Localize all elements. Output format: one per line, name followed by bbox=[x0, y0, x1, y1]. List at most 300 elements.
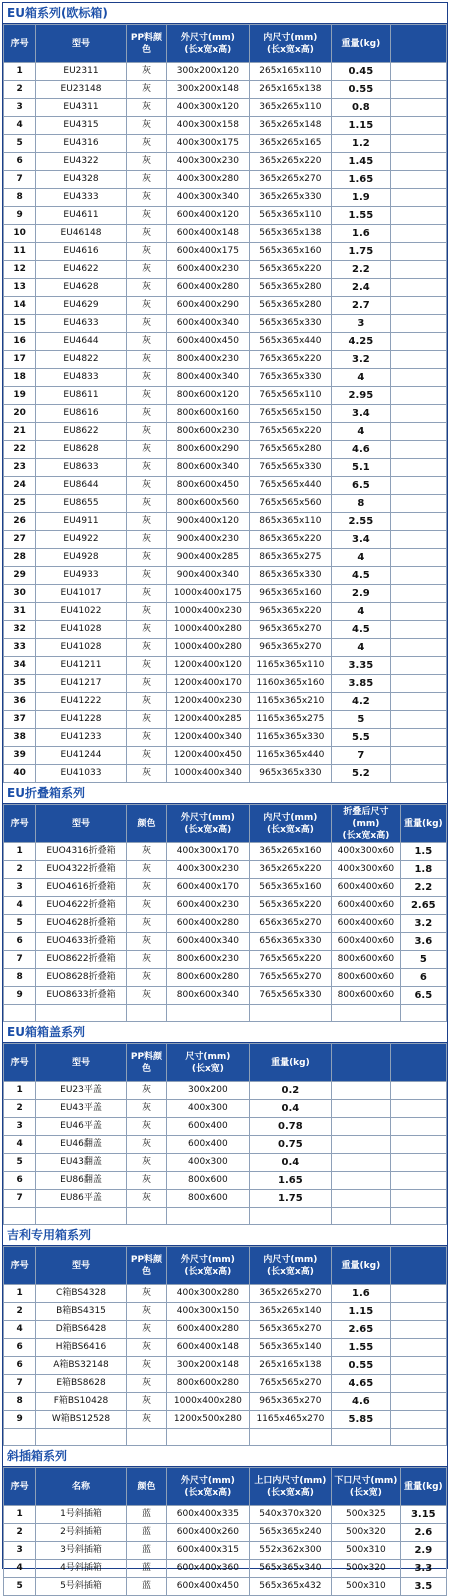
table-cell bbox=[400, 1005, 446, 1022]
table-cell bbox=[332, 1208, 390, 1225]
table-row bbox=[4, 261, 447, 279]
table-cell: 6 bbox=[4, 153, 36, 171]
table-cell bbox=[390, 1321, 446, 1339]
table-cell: 15 bbox=[4, 315, 36, 333]
table-cell: 600x400x335 bbox=[167, 1506, 250, 1524]
table-cell bbox=[390, 711, 446, 729]
table-cell: EU4822 bbox=[36, 351, 127, 369]
table-cell bbox=[390, 603, 446, 621]
table-cell: 30 bbox=[4, 585, 36, 603]
table-cell: 3 bbox=[4, 99, 36, 117]
table-cell: 27 bbox=[4, 531, 36, 549]
table-row bbox=[4, 1506, 447, 1524]
table-cell: 1.65 bbox=[249, 1172, 332, 1190]
table-cell bbox=[390, 387, 446, 405]
table-cell: 1200x400x340 bbox=[167, 729, 250, 747]
table-cell: 1 bbox=[4, 843, 36, 861]
table-cell: 3.5 bbox=[400, 1578, 446, 1596]
table-cell bbox=[390, 243, 446, 261]
table-cell: 2.2 bbox=[332, 261, 390, 279]
table-cell: 1200x500x280 bbox=[167, 1411, 250, 1429]
table-cell: EU46平盖 bbox=[36, 1118, 127, 1136]
empty-row bbox=[4, 1005, 447, 1022]
table-cell: 蓝 bbox=[126, 1542, 166, 1560]
table-cell: 2 bbox=[4, 1524, 36, 1542]
table-row bbox=[4, 1136, 447, 1154]
table-cell: 1165x365x275 bbox=[249, 711, 332, 729]
table-cell: 300x200x148 bbox=[167, 1357, 250, 1375]
table-cell: 灰 bbox=[126, 225, 166, 243]
table-cell: 38 bbox=[4, 729, 36, 747]
table-cell: 600x400x60 bbox=[332, 897, 400, 915]
table-cell: 500x310 bbox=[332, 1578, 400, 1596]
table-cell: 1000x400x280 bbox=[167, 639, 250, 657]
table-cell: 800x600x340 bbox=[167, 987, 250, 1005]
table-cell: 灰 bbox=[126, 1082, 166, 1100]
table-cell: EU4328 bbox=[36, 171, 127, 189]
table-cell: 2.65 bbox=[400, 897, 446, 915]
table-cell: 灰 bbox=[126, 603, 166, 621]
table-cell: 14 bbox=[4, 297, 36, 315]
table-cell: 4号斜插箱 bbox=[36, 1560, 127, 1578]
table-cell: 0.55 bbox=[332, 81, 390, 99]
table-cell bbox=[332, 1118, 390, 1136]
table-cell: 蓝 bbox=[126, 1578, 166, 1596]
table-cell: 5 bbox=[400, 951, 446, 969]
table-cell: 灰 bbox=[126, 477, 166, 495]
table-cell: EUO4322折叠箱 bbox=[36, 861, 127, 879]
table-cell: 800x400x230 bbox=[167, 351, 250, 369]
column-header: PP料颜色 bbox=[126, 1247, 166, 1285]
table-row bbox=[4, 657, 447, 675]
table-cell: 灰 bbox=[126, 1136, 166, 1154]
table-cell: 9 bbox=[4, 987, 36, 1005]
section-title: EU箱系列(欧标箱) bbox=[3, 3, 447, 24]
table-cell: 565x365x240 bbox=[249, 1524, 332, 1542]
table-cell: 7 bbox=[4, 1375, 36, 1393]
table-cell: 800x600x230 bbox=[167, 951, 250, 969]
table-cell: 31 bbox=[4, 603, 36, 621]
table-cell: EU4322 bbox=[36, 153, 127, 171]
table-cell bbox=[332, 1190, 390, 1208]
spec-table bbox=[3, 1246, 447, 1446]
table-cell: F箱BS10428 bbox=[36, 1393, 127, 1411]
table-cell: 5 bbox=[4, 1154, 36, 1172]
table-cell bbox=[390, 189, 446, 207]
table-cell: 6.5 bbox=[400, 987, 446, 1005]
table-cell: 1200x400x120 bbox=[167, 657, 250, 675]
table-cell: 灰 bbox=[126, 987, 166, 1005]
table-cell: 灰 bbox=[126, 171, 166, 189]
table-cell: 21 bbox=[4, 423, 36, 441]
table-cell: 33 bbox=[4, 639, 36, 657]
table-cell: 灰 bbox=[126, 879, 166, 897]
table-cell: EU8616 bbox=[36, 405, 127, 423]
table-cell: 32 bbox=[4, 621, 36, 639]
table-cell: 3.3 bbox=[400, 1560, 446, 1578]
table-cell: 12 bbox=[4, 261, 36, 279]
table-cell: 600x400x360 bbox=[167, 1560, 250, 1578]
table-cell: EU41033 bbox=[36, 765, 127, 783]
table-cell: 800x600x290 bbox=[167, 441, 250, 459]
table-cell bbox=[332, 1172, 390, 1190]
table-cell: 300x200x120 bbox=[167, 63, 250, 81]
table-cell: 灰 bbox=[126, 1118, 166, 1136]
table-cell: 400x300x230 bbox=[167, 861, 250, 879]
table-row bbox=[4, 933, 447, 951]
table-cell: 300x200x148 bbox=[167, 81, 250, 99]
table-cell: 1 bbox=[4, 1082, 36, 1100]
table-cell: 4 bbox=[332, 639, 390, 657]
table-cell: 1.75 bbox=[249, 1190, 332, 1208]
table-cell: 865x365x110 bbox=[249, 513, 332, 531]
table-cell: 灰 bbox=[126, 207, 166, 225]
table-cell: 灰 bbox=[126, 765, 166, 783]
table-cell: 6 bbox=[4, 1357, 36, 1375]
table-cell bbox=[167, 1005, 250, 1022]
table-cell bbox=[390, 81, 446, 99]
table-cell: 灰 bbox=[126, 387, 166, 405]
table-cell: 365x265x165 bbox=[249, 135, 332, 153]
table-cell: 3 bbox=[332, 315, 390, 333]
table-row bbox=[4, 729, 447, 747]
table-cell: 蓝 bbox=[126, 1560, 166, 1578]
table-row bbox=[4, 225, 447, 243]
table-cell: EU4311 bbox=[36, 99, 127, 117]
table-cell: EU41244 bbox=[36, 747, 127, 765]
table-cell: 765x365x330 bbox=[249, 369, 332, 387]
table-cell: EU43翻盖 bbox=[36, 1154, 127, 1172]
table-row bbox=[4, 99, 447, 117]
table-cell bbox=[390, 657, 446, 675]
table-cell bbox=[390, 1190, 446, 1208]
table-cell: W箱BS12528 bbox=[36, 1411, 127, 1429]
table-row bbox=[4, 423, 447, 441]
section-title: EU箱箱盖系列 bbox=[3, 1022, 447, 1043]
table-cell: 灰 bbox=[126, 1393, 166, 1411]
table-cell: 765x565x220 bbox=[249, 423, 332, 441]
table-row bbox=[4, 639, 447, 657]
table-cell: EUO4616折叠箱 bbox=[36, 879, 127, 897]
table-cell bbox=[332, 1429, 390, 1446]
table-cell bbox=[4, 1208, 36, 1225]
column-header: 外尺寸(mm) (长x宽x高) bbox=[167, 1468, 250, 1506]
table-cell: 0.75 bbox=[249, 1136, 332, 1154]
table-row bbox=[4, 711, 447, 729]
table-cell: EU4629 bbox=[36, 297, 127, 315]
table-cell: 0.45 bbox=[332, 63, 390, 81]
table-cell: 565x365x330 bbox=[249, 315, 332, 333]
table-cell: D箱BS6428 bbox=[36, 1321, 127, 1339]
table-cell: 2 bbox=[4, 861, 36, 879]
table-cell: 8 bbox=[332, 495, 390, 513]
table-cell: 800x600x120 bbox=[167, 387, 250, 405]
table-cell: 灰 bbox=[126, 585, 166, 603]
table-cell: 2.4 bbox=[332, 279, 390, 297]
table-cell: 蓝 bbox=[126, 1506, 166, 1524]
table-cell: 965x365x160 bbox=[249, 585, 332, 603]
table-cell: 3.2 bbox=[400, 915, 446, 933]
table-cell: 2.6 bbox=[400, 1524, 446, 1542]
table-cell: 11 bbox=[4, 243, 36, 261]
table-cell: EUO8622折叠箱 bbox=[36, 951, 127, 969]
table-row bbox=[4, 585, 447, 603]
table-cell: 500x320 bbox=[332, 1524, 400, 1542]
table-cell: 6 bbox=[4, 1172, 36, 1190]
table-cell: 565x365x280 bbox=[249, 279, 332, 297]
table-cell: 1000x400x280 bbox=[167, 1393, 250, 1411]
table-row bbox=[4, 1190, 447, 1208]
table-cell: 灰 bbox=[126, 459, 166, 477]
table-cell bbox=[390, 1285, 446, 1303]
table-cell: 1.45 bbox=[332, 153, 390, 171]
table-cell: 1200x400x230 bbox=[167, 693, 250, 711]
table-cell: 4 bbox=[4, 1136, 36, 1154]
table-row bbox=[4, 135, 447, 153]
table-cell: 2号斜插箱 bbox=[36, 1524, 127, 1542]
table-cell bbox=[390, 621, 446, 639]
table-cell: 3号斜插箱 bbox=[36, 1542, 127, 1560]
column-header: 内尺寸(mm) (长x宽x高) bbox=[249, 1247, 332, 1285]
table-cell bbox=[390, 675, 446, 693]
table-cell: 灰 bbox=[126, 567, 166, 585]
table-cell: 865x365x275 bbox=[249, 549, 332, 567]
table-cell bbox=[390, 207, 446, 225]
column-header: 序号 bbox=[4, 805, 36, 843]
table-cell bbox=[390, 1303, 446, 1321]
table-cell: 16 bbox=[4, 333, 36, 351]
table-cell bbox=[390, 405, 446, 423]
table-row bbox=[4, 987, 447, 1005]
table-row bbox=[4, 843, 447, 861]
table-row bbox=[4, 369, 447, 387]
table-cell: 6 bbox=[400, 969, 446, 987]
table-row bbox=[4, 477, 447, 495]
table-row bbox=[4, 1542, 447, 1560]
table-cell: 0.4 bbox=[249, 1100, 332, 1118]
table-cell: 4 bbox=[332, 549, 390, 567]
table-cell: EU8611 bbox=[36, 387, 127, 405]
table-cell: 600x400x148 bbox=[167, 1339, 250, 1357]
table-cell: 灰 bbox=[126, 279, 166, 297]
table-row bbox=[4, 297, 447, 315]
table-row bbox=[4, 1339, 447, 1357]
table-row bbox=[4, 405, 447, 423]
table-cell bbox=[390, 279, 446, 297]
column-header: 外尺寸(mm) (长x宽x高) bbox=[167, 25, 250, 63]
table-cell bbox=[390, 1411, 446, 1429]
table-cell: 4.6 bbox=[332, 441, 390, 459]
column-header: PP料颜色 bbox=[126, 25, 166, 63]
table-row bbox=[4, 1172, 447, 1190]
table-cell: EUO4316折叠箱 bbox=[36, 843, 127, 861]
table-cell: 800x600x340 bbox=[167, 459, 250, 477]
table-cell: 500x320 bbox=[332, 1560, 400, 1578]
table-cell: 656x365x270 bbox=[249, 915, 332, 933]
table-cell: 5 bbox=[332, 711, 390, 729]
table-cell bbox=[390, 693, 446, 711]
table-row bbox=[4, 1560, 447, 1578]
table-cell: 400x300x120 bbox=[167, 99, 250, 117]
table-row bbox=[4, 207, 447, 225]
table-cell bbox=[390, 1154, 446, 1172]
table-cell: 400x300x230 bbox=[167, 153, 250, 171]
table-cell: 灰 bbox=[126, 1303, 166, 1321]
table-cell: 灰 bbox=[126, 369, 166, 387]
table-cell: 17 bbox=[4, 351, 36, 369]
table-cell: EU4333 bbox=[36, 189, 127, 207]
table-cell: 365x265x148 bbox=[249, 117, 332, 135]
table-cell: EU41228 bbox=[36, 711, 127, 729]
column-header: 内尺寸(mm) (长x宽x高) bbox=[249, 25, 332, 63]
table-cell bbox=[390, 225, 446, 243]
table-cell: 0.78 bbox=[249, 1118, 332, 1136]
table-cell bbox=[36, 1005, 127, 1022]
table-cell: 800x600x60 bbox=[332, 951, 400, 969]
table-cell bbox=[167, 1208, 250, 1225]
table-cell: 565x365x432 bbox=[249, 1578, 332, 1596]
table-cell: EU41022 bbox=[36, 603, 127, 621]
table-cell: 1.55 bbox=[332, 1339, 390, 1357]
table-cell: 565x365x280 bbox=[249, 297, 332, 315]
table-cell: 18 bbox=[4, 369, 36, 387]
table-cell bbox=[390, 171, 446, 189]
table-row bbox=[4, 81, 447, 99]
table-cell: 1.5 bbox=[400, 843, 446, 861]
table-cell: 400x300x60 bbox=[332, 843, 400, 861]
table-cell: C箱BS4328 bbox=[36, 1285, 127, 1303]
table-cell: 26 bbox=[4, 513, 36, 531]
table-cell: 灰 bbox=[126, 441, 166, 459]
column-header: 型号 bbox=[36, 1247, 127, 1285]
table-cell: 565x365x220 bbox=[249, 261, 332, 279]
table-cell: 1.15 bbox=[332, 1303, 390, 1321]
column-header: PP料颜色 bbox=[126, 1044, 166, 1082]
table-row bbox=[4, 915, 447, 933]
table-row bbox=[4, 747, 447, 765]
table-cell: 365x265x110 bbox=[249, 99, 332, 117]
table-cell: 灰 bbox=[126, 135, 166, 153]
table-cell: 灰 bbox=[126, 621, 166, 639]
table-cell: 265x165x110 bbox=[249, 63, 332, 81]
table-cell: EU4644 bbox=[36, 333, 127, 351]
table-cell: EU8628 bbox=[36, 441, 127, 459]
table-cell: 2 bbox=[4, 81, 36, 99]
table-cell bbox=[36, 1208, 127, 1225]
table-cell bbox=[390, 369, 446, 387]
table-cell: 400x300x280 bbox=[167, 1285, 250, 1303]
table-cell: 3.2 bbox=[332, 351, 390, 369]
table-cell: 1.2 bbox=[332, 135, 390, 153]
table-cell: 365x265x220 bbox=[249, 153, 332, 171]
table-cell: 灰 bbox=[126, 495, 166, 513]
table-cell: 800x600x280 bbox=[167, 1375, 250, 1393]
table-cell bbox=[390, 63, 446, 81]
table-cell: 400x300 bbox=[167, 1154, 250, 1172]
table-cell: 22 bbox=[4, 441, 36, 459]
table-cell: 600x400x280 bbox=[167, 279, 250, 297]
column-header: 重量(kg) bbox=[400, 805, 446, 843]
table-cell: 8 bbox=[4, 189, 36, 207]
table-row bbox=[4, 549, 447, 567]
table-cell: 5.5 bbox=[332, 729, 390, 747]
table-cell: EU4315 bbox=[36, 117, 127, 135]
table-cell: 20 bbox=[4, 405, 36, 423]
table-cell: 265x165x138 bbox=[249, 1357, 332, 1375]
column-header: 内尺寸(mm) (长x宽x高) bbox=[249, 805, 332, 843]
column-header: 下口尺寸(mm) (长x宽) bbox=[332, 1468, 400, 1506]
section-title: EU折叠箱系列 bbox=[3, 783, 447, 804]
table-row bbox=[4, 1321, 447, 1339]
table-row bbox=[4, 1303, 447, 1321]
table-cell: EU4622 bbox=[36, 261, 127, 279]
table-row bbox=[4, 351, 447, 369]
table-cell: EU4611 bbox=[36, 207, 127, 225]
table-cell: 600x400x175 bbox=[167, 243, 250, 261]
table-cell: 灰 bbox=[126, 675, 166, 693]
table-row bbox=[4, 969, 447, 987]
table-row bbox=[4, 1357, 447, 1375]
table-row bbox=[4, 387, 447, 405]
table-cell bbox=[390, 531, 446, 549]
table-cell: 36 bbox=[4, 693, 36, 711]
table-cell: 3.35 bbox=[332, 657, 390, 675]
table-cell: 400x300x280 bbox=[167, 171, 250, 189]
table-cell bbox=[390, 135, 446, 153]
column-header: 重量(kg) bbox=[332, 1247, 390, 1285]
table-cell: 600x400x280 bbox=[167, 915, 250, 933]
table-row bbox=[4, 171, 447, 189]
table-cell: EUO8628折叠箱 bbox=[36, 969, 127, 987]
table-cell: 1165x465x270 bbox=[249, 1411, 332, 1429]
section-title: 斜插箱系列 bbox=[3, 1446, 447, 1467]
table-cell bbox=[390, 1375, 446, 1393]
table-cell: EU46148 bbox=[36, 225, 127, 243]
table-row bbox=[4, 333, 447, 351]
table-cell: EU41028 bbox=[36, 621, 127, 639]
table-cell: 5.85 bbox=[332, 1411, 390, 1429]
table-cell: 765x565x440 bbox=[249, 477, 332, 495]
table-cell: 37 bbox=[4, 711, 36, 729]
table-row bbox=[4, 153, 447, 171]
table-cell: 600x400x60 bbox=[332, 879, 400, 897]
column-header: 序号 bbox=[4, 1247, 36, 1285]
table-cell: 3.6 bbox=[400, 933, 446, 951]
table-cell: 39 bbox=[4, 747, 36, 765]
table-cell bbox=[390, 1208, 446, 1225]
table-cell: EU8655 bbox=[36, 495, 127, 513]
table-row bbox=[4, 189, 447, 207]
table-cell bbox=[390, 477, 446, 495]
table-cell: 800x400x340 bbox=[167, 369, 250, 387]
table-cell: 4 bbox=[4, 1321, 36, 1339]
table-cell: EU23148 bbox=[36, 81, 127, 99]
table-cell: EUO4628折叠箱 bbox=[36, 915, 127, 933]
table-cell: 5 bbox=[4, 915, 36, 933]
table-cell: 800x600 bbox=[167, 1172, 250, 1190]
table-cell bbox=[390, 153, 446, 171]
table-cell: 2.2 bbox=[400, 879, 446, 897]
table-cell: 灰 bbox=[126, 1321, 166, 1339]
table-cell: 5号斜插箱 bbox=[36, 1578, 127, 1596]
table-cell: 500x325 bbox=[332, 1506, 400, 1524]
table-cell: 灰 bbox=[126, 117, 166, 135]
column-header bbox=[390, 1044, 446, 1082]
table-cell bbox=[390, 1172, 446, 1190]
table-cell bbox=[390, 1136, 446, 1154]
table-cell: 965x365x220 bbox=[249, 603, 332, 621]
table-cell: 7 bbox=[4, 1190, 36, 1208]
